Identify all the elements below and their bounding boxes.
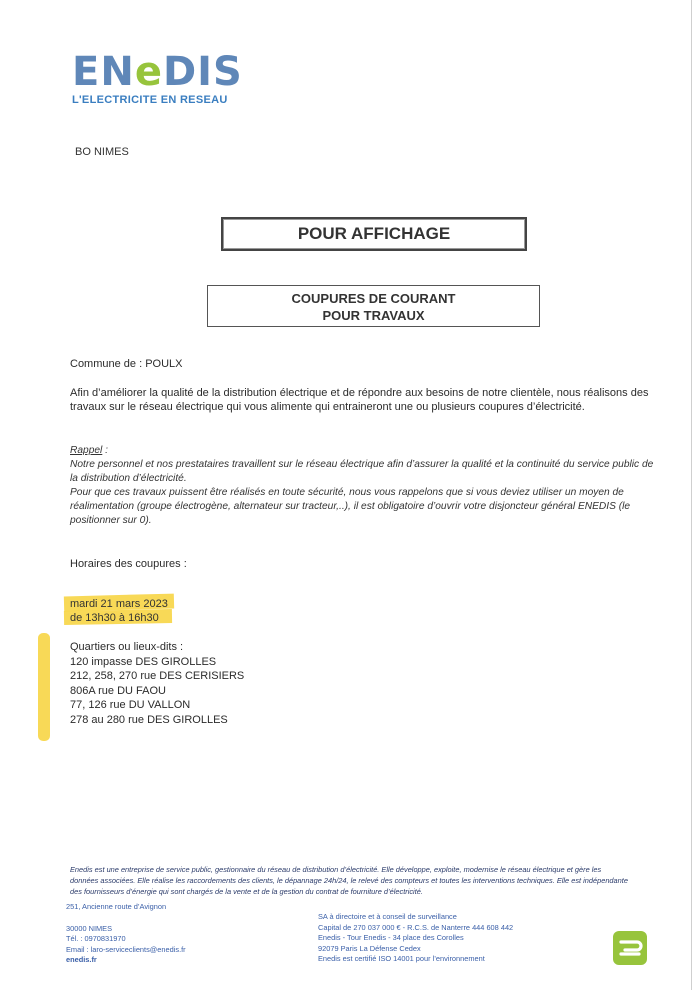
list-item: 77, 126 rue DU VALLON (70, 699, 191, 711)
footer-legal1: SA à directoire et à conseil de surveillance (318, 912, 457, 921)
outage-date (70, 597, 168, 625)
quartiers-label: Quartiers ou lieux-dits : (70, 641, 184, 653)
rappel-line2: Pour que ces travaux puissent être réalisés en toute sécurité, nous vous rappelons que si vous deviez utiliser un moyen de réalimentation (groupe électrogène, alternateur sur tracteur,..), il est obligatoire d’ouvrir votre disjoncteur général ENEDIS (le positionner sur 0). (70, 487, 631, 526)
coupures-title-line2: POUR TRAVAUX (322, 308, 425, 323)
footer-legal4: 92079 Paris La Défense Cedex (318, 943, 421, 953)
rappel-section (70, 444, 656, 528)
rappel-colon: : (102, 445, 108, 456)
rappel-heading (70, 444, 656, 458)
list-item: 806A rue DU FAOU (70, 684, 166, 697)
footer-email: Email : laro-serviceclients@enedis.fr (66, 944, 186, 954)
coupures-title (207, 285, 540, 327)
logo-word-mid: e (134, 49, 163, 95)
footer-legal5: Enedis est certifié ISO 14001 pour l’environnement (318, 954, 485, 963)
outage-time: de 13h30 à 16h30 (70, 612, 159, 624)
highlight-margin-mark (38, 633, 50, 741)
rappel-label: Rappel (70, 445, 103, 456)
quartiers-list (70, 640, 244, 727)
footer-contact (66, 902, 186, 966)
commune-label: Commune de : POULX (70, 358, 183, 370)
horaires-label: Horaires des coupures : (70, 558, 187, 570)
footer-legal3: Enedis - Tour Enedis - 34 place des Corolles (318, 933, 464, 942)
footer-legal2: Capital de 270 037 000 € - R.C.S. de Nanterre 444 608 442 (318, 922, 514, 932)
footer-paragraph: Enedis est une entreprise de service public, gestionnaire du réseau de distribution d’électricité. Elle développe, exploite, modernise le réseau électrique et gère les données associées. Elle réalise les raccordements des clients, le dépannage 24h/24, le relevé des compteurs et toutes les interventions techniques. Elle est indépendante des fournisseurs d’énergie qui sont chargés de la vente et de la gestion du contrat de fourniture d’électricité. (70, 865, 628, 896)
coupures-title-line1: COUPURES DE COURANT (291, 291, 456, 306)
office-name: BO NIMES (75, 146, 129, 158)
logo-word-left: EN (72, 49, 135, 95)
footer-address1: 251, Ancienne route d’Avignon (66, 902, 167, 911)
logo-tagline: L'ELECTRICITE EN RESEAU (72, 94, 228, 106)
footer-tel: Tél. : 0970831970 (66, 934, 126, 943)
intro-paragraph: Afin d’améliorer la qualité de la distribution électrique et de répondre aux besoins de notre clientèle, nous réalisons des travaux sur le réseau électrique qui vous alimente qui entraineront une ou plusieurs coupures d’électricité. (70, 387, 649, 413)
enedis-symbol-icon (612, 930, 648, 971)
footer-web: enedis.fr (66, 955, 97, 964)
page-edge (691, 0, 692, 990)
footer-legal (318, 912, 513, 965)
logo-word-right: DIS (162, 49, 243, 95)
enedis-logo (72, 49, 243, 106)
rappel-line1: Notre personnel et nos prestataires travaillent sur le réseau électrique afin d’assurer la qualité et la continuité du service public de la distribution d’électricité. (70, 459, 654, 484)
list-item: 120 impasse DES GIROLLES (70, 655, 217, 668)
outage-day: mardi 21 mars 2023 (70, 598, 168, 610)
list-item: 278 au 280 rue DES GIROLLES (70, 713, 228, 726)
footer-address2: 30000 NIMES (66, 923, 113, 933)
logo-wordmark (72, 49, 243, 95)
list-item: 212, 258, 270 rue DES CERISIERS (70, 670, 245, 682)
affichage-title: POUR AFFICHAGE (221, 217, 527, 251)
